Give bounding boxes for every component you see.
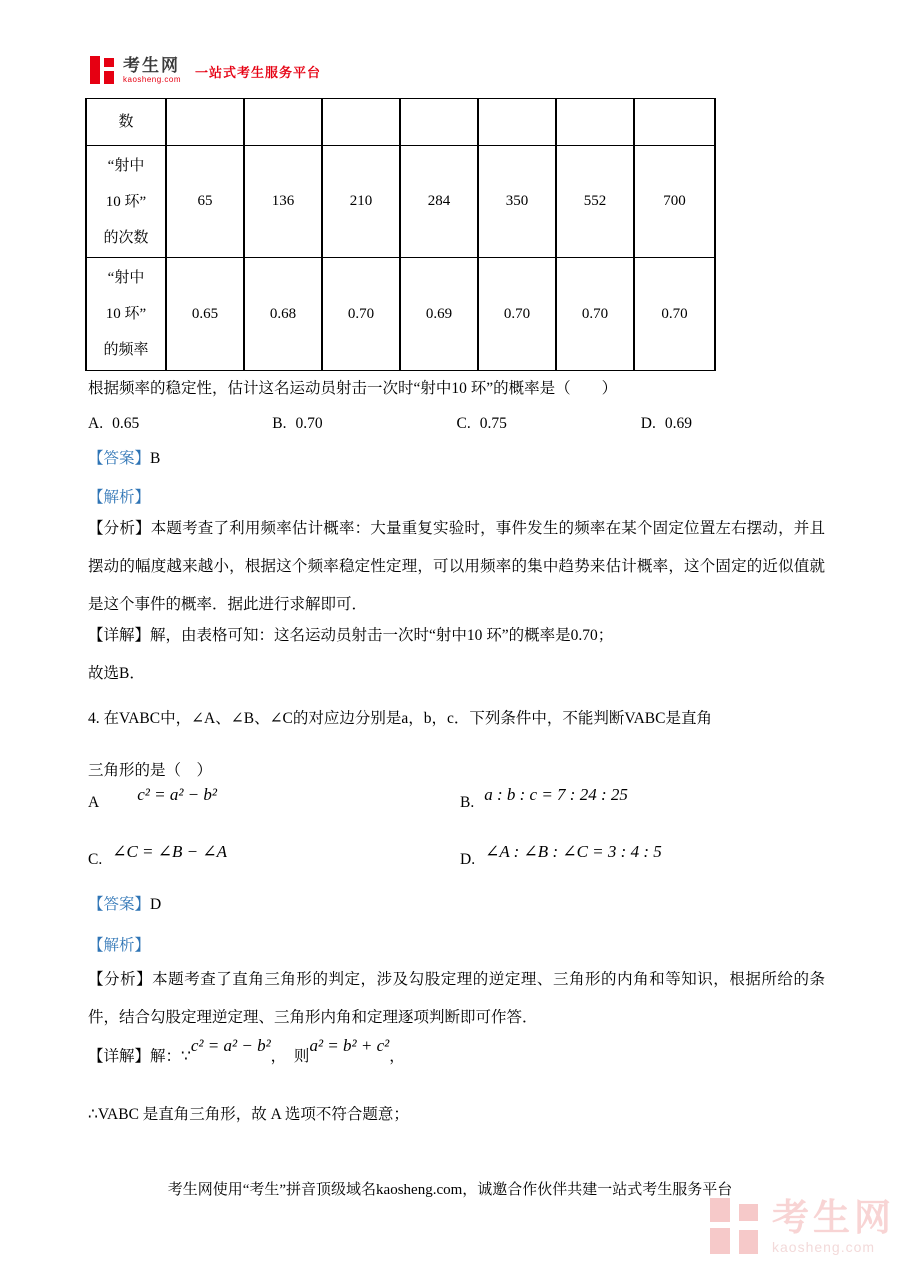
question3-analysis-label: 【解析】 <box>88 489 151 506</box>
detail-text: 【详解】解，由表格可知：这名运动员射击一次时“射中10 环”的概率是0.70； <box>88 627 614 644</box>
option-b-formula: a : b : c = 7 : 24 : 25 <box>484 785 628 804</box>
question3-options <box>88 412 825 436</box>
table-row <box>86 258 715 371</box>
watermark-domain: kaosheng.com <box>772 1239 876 1255</box>
kaosheng-logo-icon <box>90 56 117 84</box>
option-c: C. ∠C = ∠B − ∠A <box>88 842 228 868</box>
kaosheng-watermark-icon <box>710 1198 762 1254</box>
table-cell: 284 <box>400 146 478 258</box>
question4-options-row2 <box>88 842 825 872</box>
option-d: D. ∠A : ∠B : ∠C = 3 : 4 : 5 <box>460 842 662 868</box>
table-cell: 0.70 <box>556 258 634 371</box>
question3-analysis-text: 【分析】本题考查了利用频率估计概率：大量重复实验时，事件发生的频率在某个固定位置左右摆动，并且摆动的幅度越来越小，根据这个频率稳定性定理，可以用频率的集中趋势来估计概率，这个固定的近似值就是这个事件的概率．据此进行求解即可． <box>88 520 825 613</box>
table-cell: 136 <box>244 146 322 258</box>
table-cell: 552 <box>556 146 634 258</box>
option-c-formula: ∠C = ∠B − ∠A <box>112 842 228 861</box>
table-cell: 0.70 <box>322 258 400 371</box>
watermark-logo <box>710 1198 895 1254</box>
table-cell <box>478 99 556 146</box>
table-header-cell: “射中 10 环” 的次数 <box>86 146 166 258</box>
conclusion-text: 故选B． <box>88 665 145 682</box>
question4-options-row1 <box>88 785 825 815</box>
table-header-cell: “射中 10 环” 的频率 <box>86 258 166 371</box>
brand-domain: kaosheng.com <box>123 75 182 84</box>
footer-text: 考生网使用“考生”拼音顶级域名kaosheng.com，诚邀合作伙伴共建一站式考生服务平台 <box>167 1182 733 1198</box>
option-a: A. 0.65 <box>88 415 140 432</box>
brand-tagline: 一站式考生服务平台 <box>195 65 322 80</box>
option-a-formula: c² = a² − b² <box>137 785 217 804</box>
detail-formula-2: a² = b² + c² <box>309 1036 390 1055</box>
table-cell: 0.65 <box>166 258 244 371</box>
question4-stem: 4. 在VABC中，∠A、∠B、∠C的对应边分别是a，b，c．下列条件中，不能判断VABC是直角 三角形的是（ ） <box>88 710 712 779</box>
detail-formula-1: c² = a² − b² <box>190 1036 271 1055</box>
answer-value: B <box>150 450 161 467</box>
option-a: A c² = a² − b² <box>88 785 217 811</box>
frequency-table <box>85 98 716 371</box>
question4-analysis-label: 【解析】 <box>88 937 151 954</box>
brand-name: 考生网 <box>123 56 180 75</box>
table-row <box>86 146 715 258</box>
table-cell <box>634 99 715 146</box>
question4-analysis-text: 【分析】本题考查了直角三角形的判定，涉及勾股定理的逆定理、三角形的内角和等知识，根据所给的条件，结合勾股定理逆定理、三角形内角和定理逐项判断即可作答． <box>88 971 825 1026</box>
table-cell: 210 <box>322 146 400 258</box>
answer-value: D <box>150 896 162 913</box>
question3-detail <box>88 617 825 693</box>
table-cell <box>556 99 634 146</box>
table-cell: 65 <box>166 146 244 258</box>
option-b: B. a : b : c = 7 : 24 : 25 <box>460 785 628 811</box>
table-cell <box>400 99 478 146</box>
option-d-formula: ∠A : ∠B : ∠C = 3 : 4 : 5 <box>485 842 662 861</box>
table-cell <box>166 99 244 146</box>
answer-label: 【答案】 <box>88 450 151 467</box>
watermark-name: 考生网 <box>772 1197 895 1238</box>
option-b: B. 0.70 <box>272 415 323 432</box>
answer-label: 【答案】 <box>88 896 151 913</box>
table-header-cell: 数 <box>86 99 166 146</box>
table-cell: 0.68 <box>244 258 322 371</box>
question4-answer <box>88 893 825 917</box>
option-d: D. 0.69 <box>640 415 692 432</box>
question3-prompt: 根据频率的稳定性，估计这名运动员射击一次时“射中10 环”的概率是（ ） <box>88 380 618 397</box>
table-cell <box>322 99 400 146</box>
table-cell: 0.70 <box>478 258 556 371</box>
table-cell <box>244 99 322 146</box>
table-cell: 700 <box>634 146 715 258</box>
question4-detail: 【详解】解： ∵ c² = a² − b² ， 则 a² = b² + c² ， <box>88 1036 405 1065</box>
table-cell: 0.70 <box>634 258 715 371</box>
site-logo <box>90 56 321 84</box>
table-cell: 0.69 <box>400 258 478 371</box>
table-row <box>86 99 715 146</box>
table-cell: 350 <box>478 146 556 258</box>
option-c: C. 0.75 <box>456 415 507 432</box>
question4-conclusion: ∴VABC 是直角三角形，故 A 选项不符合题意； <box>88 1106 409 1123</box>
question3-answer <box>88 447 825 471</box>
